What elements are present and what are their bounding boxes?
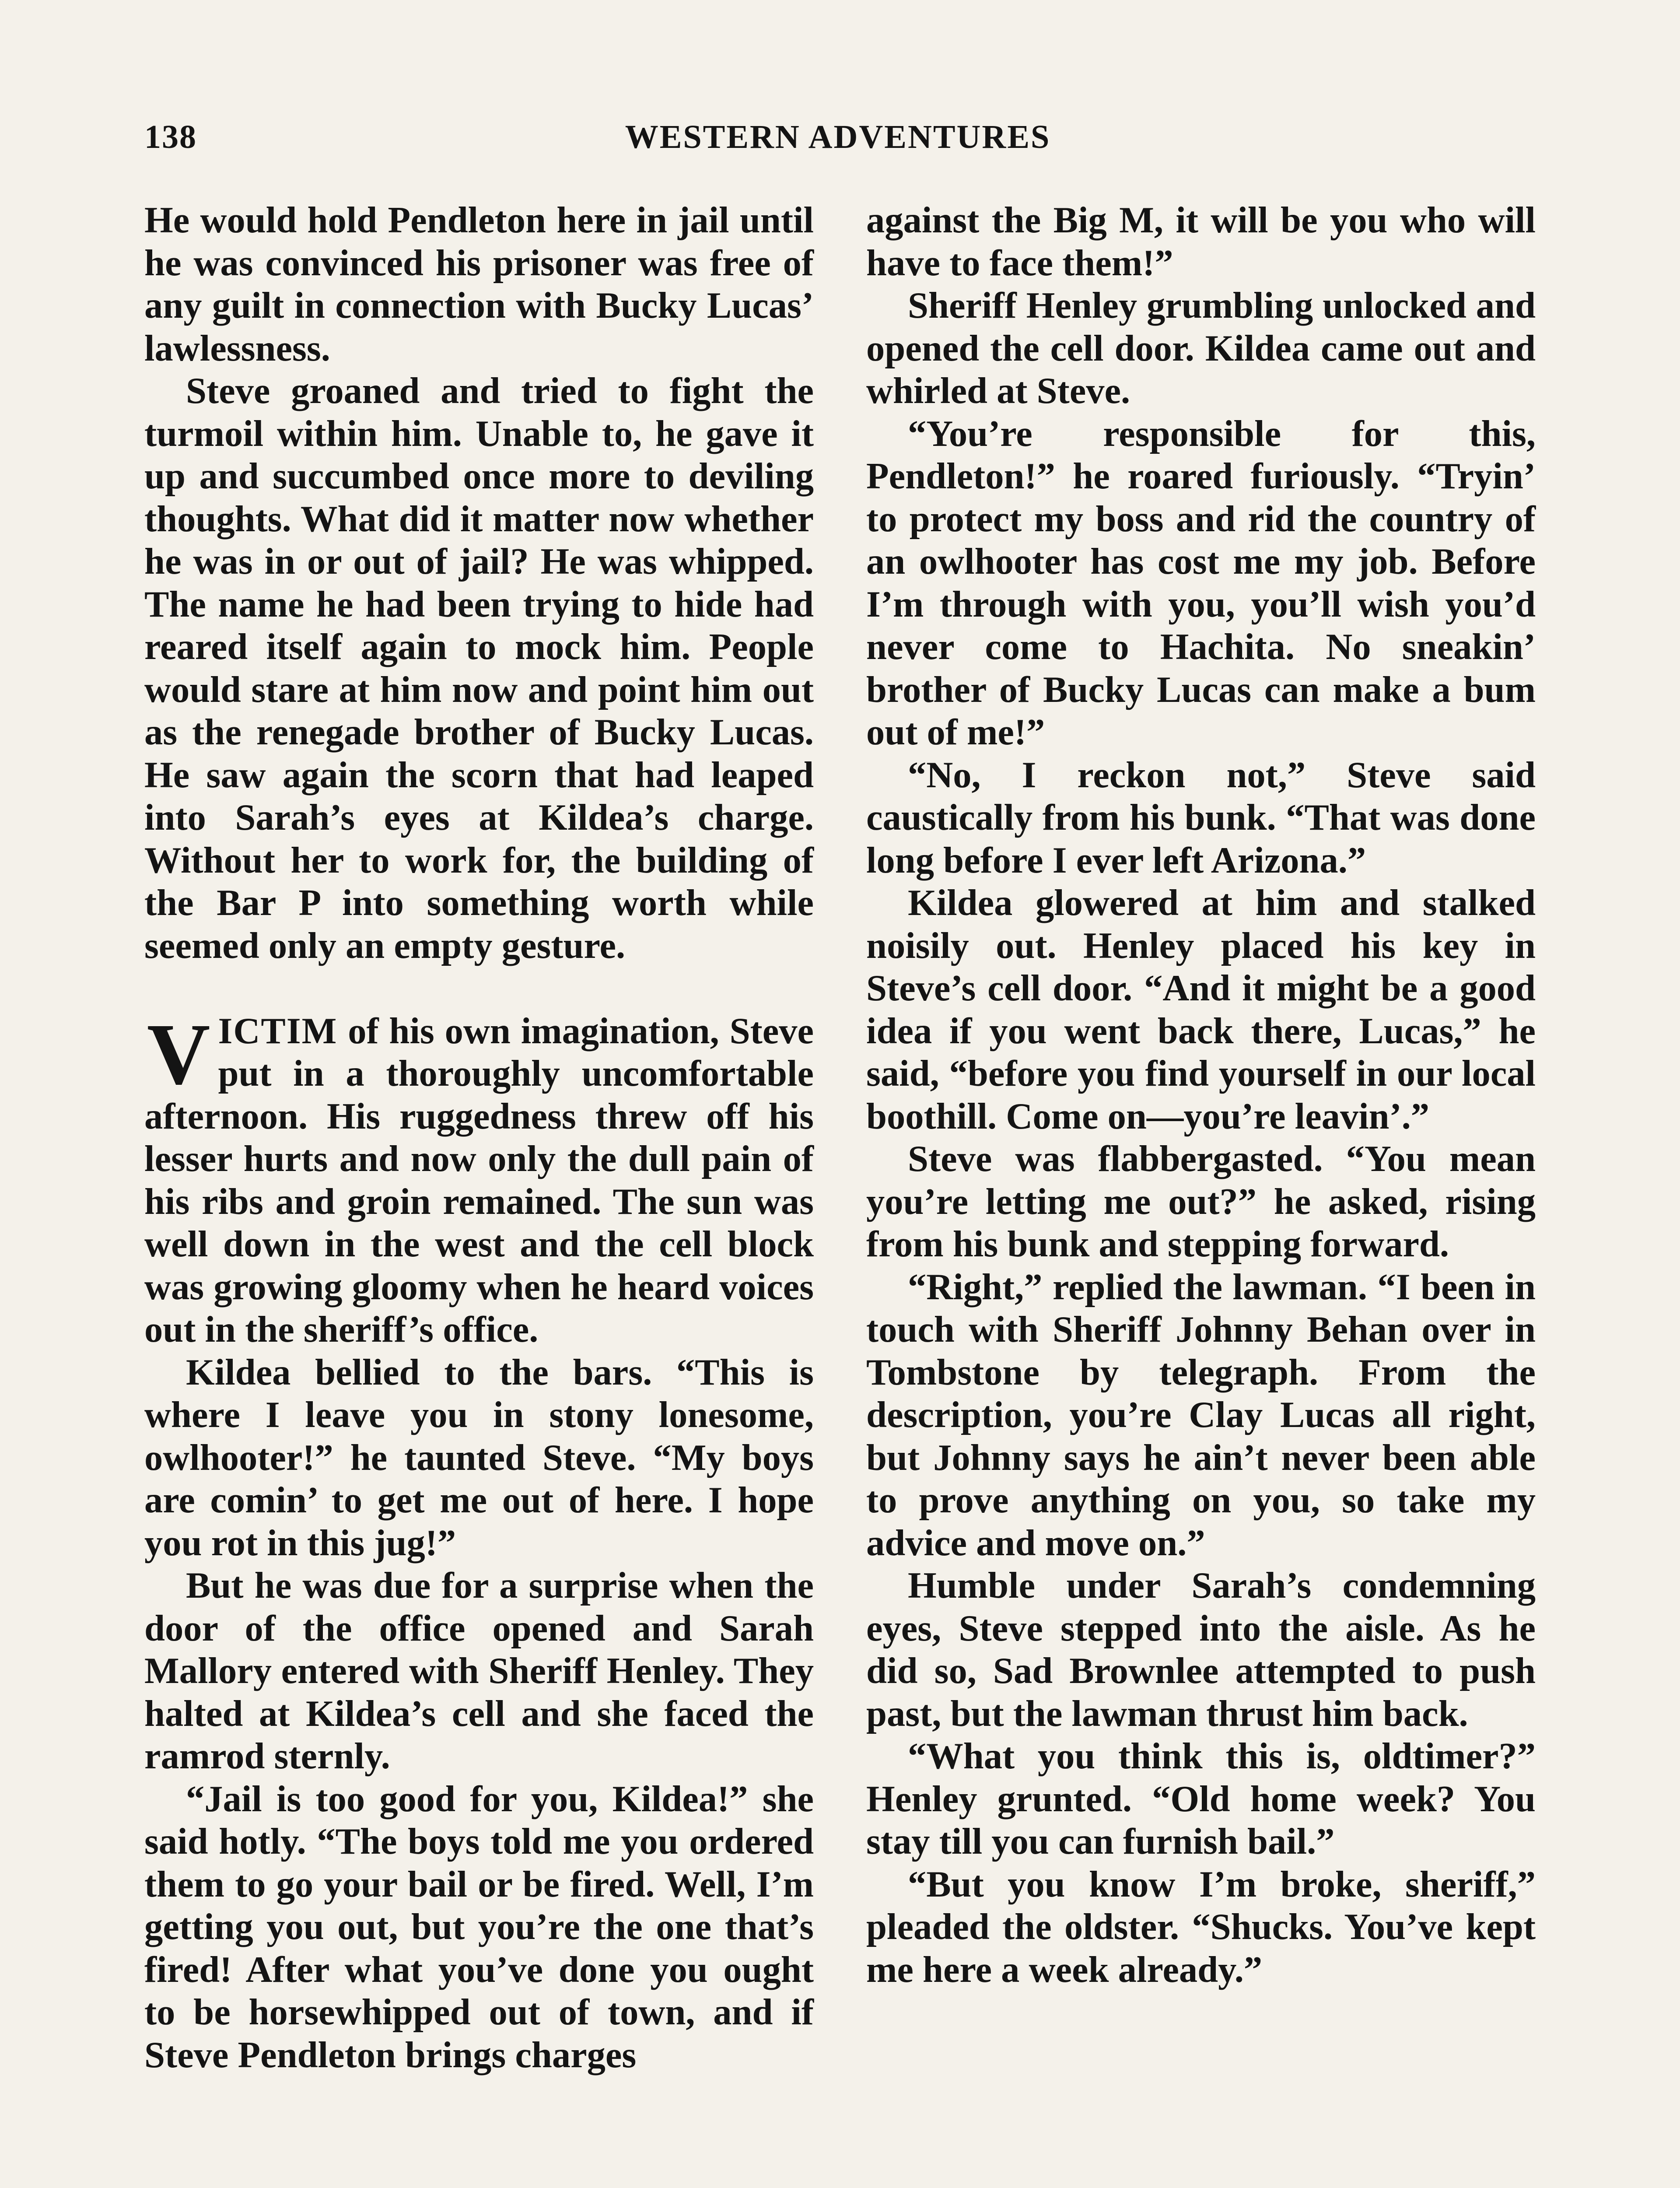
- paragraph: “Right,” replied the lawman. “I been in touch with Sheriff Johnny Behan over in Tombstone by telegraph. From the description, you’re Clay Lucas all right, but Johnny says he ain’t never been able to prove anything on you, so take my advice and move on.”: [866, 1266, 1536, 1564]
- paragraph: “Jail is too good for you, Kildea!” she said hotly. “The boys told me you ordered them to go your bail or be fired. Well, I’m getting you out, but you’re the one that’s fired! After what you’ve done you ought to be horsewhipped out of town, and if Steve Pendleton brings charges: [144, 1778, 814, 2076]
- paragraph-text: of his own imagination, Steve put in a thoroughly uncomfortable afternoon. His ruggedness threw off his lesser hurts and now only the dull pain of his ribs and groin remained. The sun was well down in the west and the cell block was growing gloomy when he heard voices out in the sheriff’s office.: [144, 1010, 814, 1350]
- paragraph: “You’re responsible for this, Pendleton!” he roared furiously. “Tryin’ to protect my boss and rid the country of an owlhooter has cost me my job. Before I’m through with you, you’ll wish you’d never come to Hachita. No sneakin’ brother of Bucky Lucas can make a bum out of me!”: [866, 413, 1536, 753]
- paragraph: Humble under Sarah’s condemning eyes, Steve stepped into the aisle. As he did so, Sad Brownlee attempted to push past, but the lawman thrust him back.: [866, 1565, 1536, 1734]
- page-header: [144, 118, 1531, 166]
- drop-cap-paragraph: [144, 1006, 814, 1351]
- right-column: [866, 199, 1536, 1991]
- paragraph: Kildea glowered at him and stalked noisily out. Henley placed his key in Steve’s cell door. “And it might be a good idea if you went back there, Lucas,” he said, “before you find yourself in our local boothill. Come on—you’re leavin’.”: [866, 883, 1536, 1137]
- paragraph: “No, I reckon not,” Steve said caustically from his bunk. “That was done long before I ever left Arizona.”: [866, 754, 1536, 881]
- lead-in-caps: ICTIM: [218, 1010, 338, 1052]
- paragraph: Sheriff Henley grumbling unlocked and opened the cell door. Kildea came out and whirled at Steve.: [866, 285, 1536, 411]
- paragraph: He would hold Pendleton here in jail until he was convinced his prisoner was free of any guilt in connection with Bucky Lucas’ lawlessness.: [144, 200, 814, 369]
- paragraph: Steve groaned and tried to fight the turmoil within him. Unable to, he gave it up and succumbed once more to deviling thoughts. What did it matter now whether he was in or out of jail? He was whipped. The name he had been trying to hide had reared itself again to mock him. People would stare at him now and point him out as the renegade brother of Bucky Lucas. He saw again the scorn that had leaped into Sarah’s eyes at Kildea’s charge. Without her to work for, the building of the Bar P into something worth while seemed only an empty gesture.: [144, 371, 814, 966]
- paragraph: “What you think this is, oldtimer?” Henley grunted. “Old home week? You stay till you can furnish bail.”: [866, 1736, 1536, 1862]
- paragraph: But he was due for a surprise when the door of the office opened and Sarah Mallory entered with Sheriff Henley. They halted at Kildea’s cell and she faced the ramrod sternly.: [144, 1565, 814, 1777]
- paragraph: against the Big M, it will be you who will have to face them!”: [866, 200, 1536, 284]
- left-column: [144, 199, 814, 2076]
- section-break: [144, 967, 814, 1010]
- paragraph: Steve was flabbergasted. “You mean you’re letting me out?” he asked, rising from his bunk and stepping forward.: [866, 1139, 1536, 1265]
- paragraph: Kildea bellied to the bars. “This is where I leave you in stony lonesome, owlhooter!” he taunted Steve. “My boys are comin’ to get me out of here. I hope you rot in this jug!”: [144, 1352, 814, 1564]
- drop-cap-letter: V: [147, 1006, 210, 1103]
- running-title: WESTERN ADVENTURES: [625, 119, 1051, 155]
- page-number: 138: [144, 119, 197, 155]
- paragraph: “But you know I’m broke, sheriff,” pleaded the oldster. “Shucks. You’ve kept me here a week already.”: [866, 1864, 1536, 1990]
